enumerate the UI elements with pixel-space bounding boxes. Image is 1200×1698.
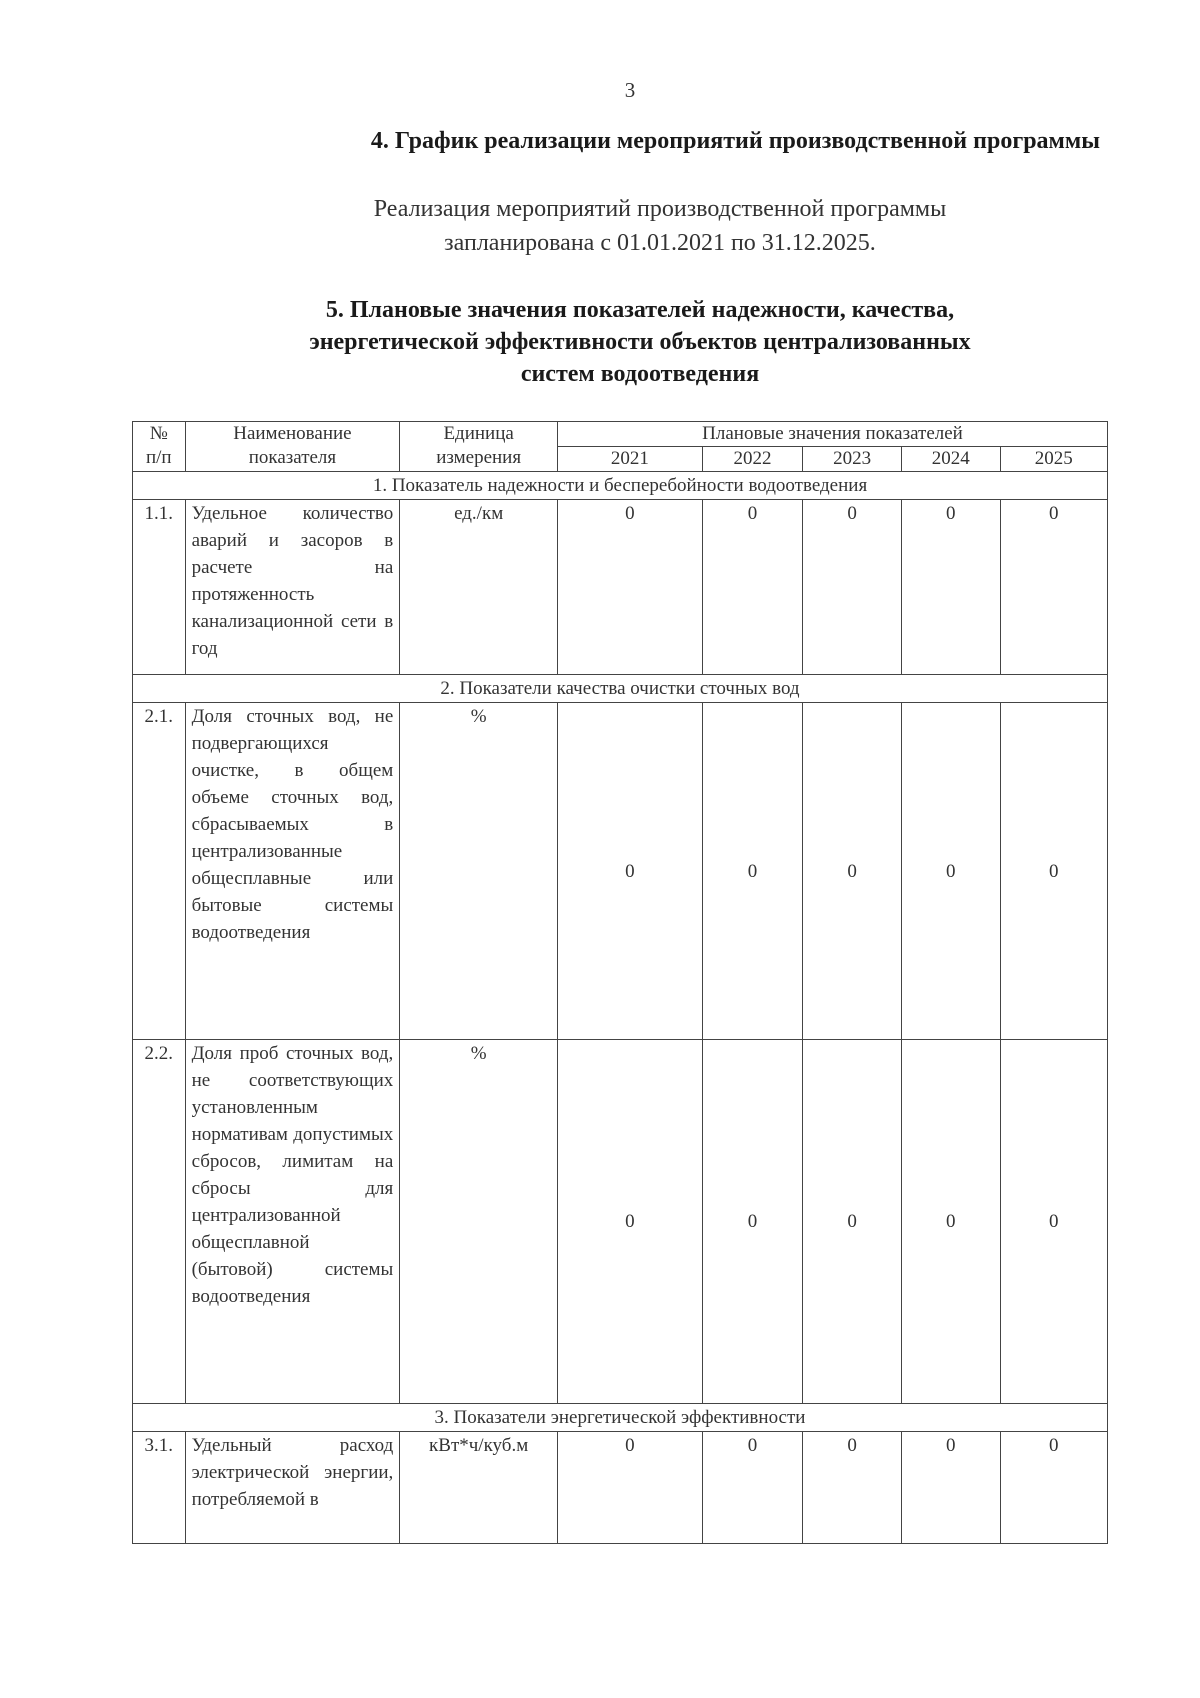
table-row xyxy=(133,703,1108,1040)
row-unit: % xyxy=(400,1040,558,1404)
section-4-body xyxy=(260,192,1060,260)
row-indicator-name: Удельный расход электрической энергии, потребляемой в xyxy=(185,1432,400,1544)
row-value-2024: 0 xyxy=(901,1432,1000,1544)
header-year: 2022 xyxy=(702,447,803,472)
header-unit xyxy=(400,422,558,472)
row-value-2024: 0 xyxy=(901,703,1000,1040)
header-year: 2025 xyxy=(1000,447,1107,472)
row-value-2022: 0 xyxy=(702,1432,803,1544)
row-value-2021: 0 xyxy=(558,500,703,675)
table-row xyxy=(133,1040,1108,1404)
row-value-2021: 0 xyxy=(558,703,703,1040)
section-5-title-line: 5. Плановые значения показателей надежности, качества, xyxy=(325,297,955,323)
group-title: 1. Показатель надежности и бесперебойности водоотведения xyxy=(133,472,1108,500)
row-unit: кВт*ч/куб.м xyxy=(400,1432,558,1544)
row-value-2023: 0 xyxy=(803,1040,902,1404)
header-year: 2023 xyxy=(803,447,902,472)
row-value-2023: 0 xyxy=(803,703,902,1040)
header-num xyxy=(133,422,186,472)
table-row xyxy=(133,1432,1108,1544)
group-title: 2. Показатели качества очистки сточных вод xyxy=(133,675,1108,703)
row-number: 2.2. xyxy=(133,1040,186,1404)
row-number: 2.1. xyxy=(133,703,186,1040)
section-4-title: 4. График реализации мероприятий производственной программы xyxy=(370,128,1100,154)
row-number: 3.1. xyxy=(133,1432,186,1544)
table-row xyxy=(133,500,1108,675)
header-num-line: № xyxy=(149,423,168,444)
header-row-1 xyxy=(133,422,1108,447)
row-value-2023: 0 xyxy=(803,1432,902,1544)
row-value-2025: 0 xyxy=(1000,1432,1107,1544)
section-5-title xyxy=(220,294,1060,390)
group-title: 3. Показатели энергетической эффективности xyxy=(133,1404,1108,1432)
section-5-title-line: систем водоотведения xyxy=(520,361,760,387)
row-value-2025: 0 xyxy=(1000,500,1107,675)
header-unit-line: Единица xyxy=(443,423,514,444)
header-planned-values: Плановые значения показателей xyxy=(558,422,1108,447)
section-5-title-line: энергетической эффективности объектов централизованных xyxy=(309,329,971,355)
group-title-row xyxy=(133,675,1108,703)
row-value-2022: 0 xyxy=(702,703,803,1040)
row-unit: % xyxy=(400,703,558,1040)
header-num-line: п/п xyxy=(145,447,172,468)
row-value-2024: 0 xyxy=(901,500,1000,675)
row-number: 1.1. xyxy=(133,500,186,675)
row-value-2022: 0 xyxy=(702,500,803,675)
row-indicator-name: Удельное количество аварий и засоров в расчете на протяженность канализационной сети в год xyxy=(185,500,400,675)
header-name-line: показателя xyxy=(248,447,337,468)
header-unit-line: измерения xyxy=(436,447,522,468)
group-title-row xyxy=(133,472,1108,500)
row-value-2021: 0 xyxy=(558,1432,703,1544)
indicators-table xyxy=(132,421,1108,1544)
row-indicator-name: Доля проб сточных вод, не соответствующих установленным нормативам допустимых сбросов, лимитам на сбросы для централизованной общесплавной (бытовой) системы водоотведения xyxy=(185,1040,400,1404)
header-name xyxy=(185,422,400,472)
header-name-line: Наименование xyxy=(233,423,352,444)
row-value-2021: 0 xyxy=(558,1040,703,1404)
section-4-line: запланирована с 01.01.2021 по 31.12.2025. xyxy=(444,230,876,256)
row-indicator-name: Доля сточных вод, не подвергающихся очистке, в общем объеме сточных вод, сбрасываемых в централизованные общесплавные или бытовые системы водоотведения xyxy=(185,703,400,1040)
row-value-2025: 0 xyxy=(1000,703,1107,1040)
row-value-2023: 0 xyxy=(803,500,902,675)
row-unit: ед./км xyxy=(400,500,558,675)
header-year: 2024 xyxy=(901,447,1000,472)
header-year: 2021 xyxy=(558,447,703,472)
row-value-2024: 0 xyxy=(901,1040,1000,1404)
group-title-row xyxy=(133,1404,1108,1432)
page-number: 3 xyxy=(624,78,636,102)
section-4-line: Реализация мероприятий производственной программы xyxy=(373,196,947,222)
row-value-2022: 0 xyxy=(702,1040,803,1404)
row-value-2025: 0 xyxy=(1000,1040,1107,1404)
